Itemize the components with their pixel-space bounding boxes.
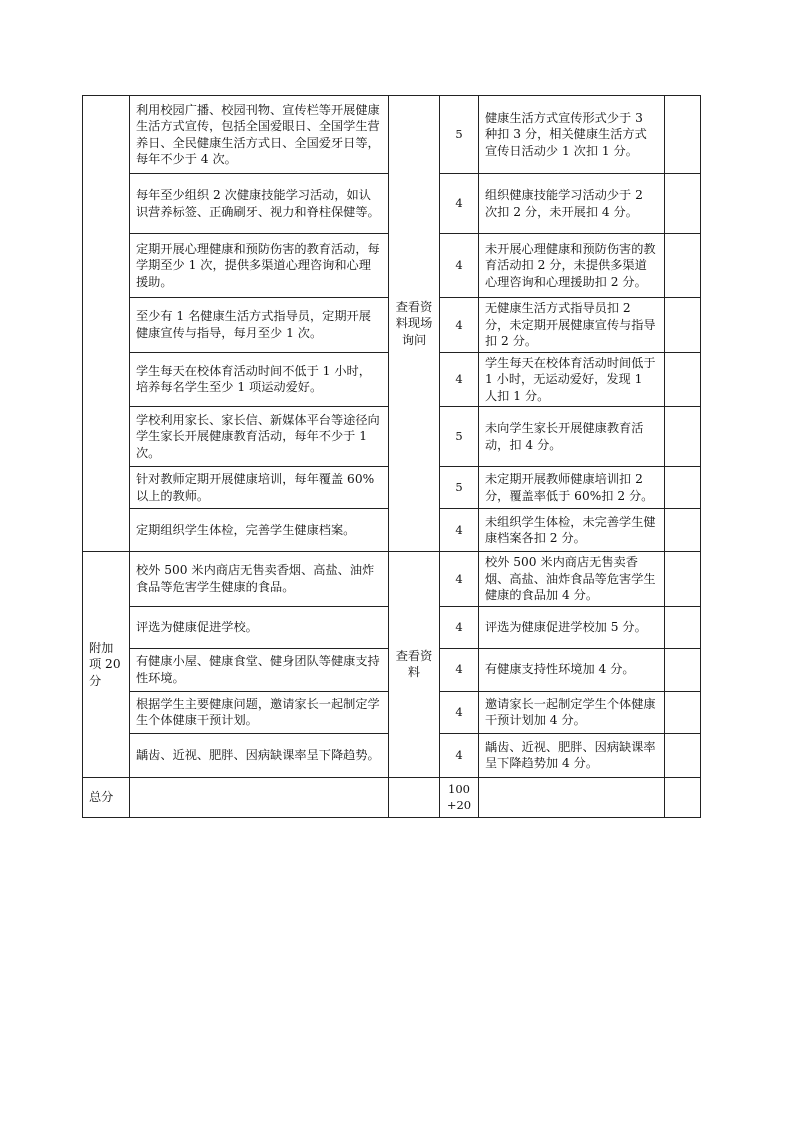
remark-cell bbox=[665, 509, 701, 552]
total-criteria-cell bbox=[479, 777, 665, 817]
criteria-cell: 未组织学生体检，未完善学生健康档案各扣 2 分。 bbox=[479, 509, 665, 552]
score-cell: 4 bbox=[440, 606, 479, 648]
criteria-cell: 有健康支持性环境加 4 分。 bbox=[479, 648, 665, 691]
remark-cell bbox=[665, 467, 701, 509]
item-cell: 每年至少组织 2 次健康技能学习活动，如认识营养标签、正确刷牙、视力和脊柱保健等。 bbox=[130, 174, 389, 234]
score-cell: 4 bbox=[440, 733, 479, 777]
method-cell: 查看资料现场询问 bbox=[389, 96, 440, 552]
criteria-cell: 组织健康技能学习活动少于 2 次扣 2 分，未开展扣 4 分。 bbox=[479, 174, 665, 234]
scoring-table bbox=[82, 95, 701, 818]
score-cell: 4 bbox=[440, 691, 479, 733]
score-cell: 5 bbox=[440, 467, 479, 509]
item-cell: 评选为健康促进学校。 bbox=[130, 606, 389, 648]
item-cell: 针对教师定期开展健康培训，每年覆盖 60%以上的教师。 bbox=[130, 467, 389, 509]
total-label: 总分 bbox=[83, 777, 130, 817]
remark-cell bbox=[665, 96, 701, 174]
remark-cell bbox=[665, 234, 701, 298]
remark-cell bbox=[665, 733, 701, 777]
remark-cell bbox=[665, 777, 701, 817]
total-score-line2: +20 bbox=[446, 798, 472, 812]
criteria-cell: 学生每天在校体育活动时间低于 1 小时，无运动爱好，发现 1 人扣 1 分。 bbox=[479, 352, 665, 407]
total-method-cell bbox=[389, 777, 440, 817]
remark-cell bbox=[665, 552, 701, 607]
remark-cell bbox=[665, 174, 701, 234]
item-cell: 学校利用家长、家长信、新媒体平台等途径向学生家长开展健康教育活动，每年不少于 1 次。 bbox=[130, 407, 389, 467]
criteria-cell: 未定期开展教师健康培训扣 2 分，覆盖率低于 60%扣 2 分。 bbox=[479, 467, 665, 509]
score-cell: 4 bbox=[440, 298, 479, 353]
remark-cell bbox=[665, 691, 701, 733]
criteria-cell: 龋齿、近视、肥胖、因病缺课率呈下降趋势加 4 分。 bbox=[479, 733, 665, 777]
item-cell: 至少有 1 名健康生活方式指导员，定期开展健康宣传与指导，每月至少 1 次。 bbox=[130, 298, 389, 353]
remark-cell bbox=[665, 648, 701, 691]
score-cell: 5 bbox=[440, 96, 479, 174]
item-cell: 有健康小屋、健康食堂、健身团队等健康支持性环境。 bbox=[130, 648, 389, 691]
criteria-cell: 未向学生家长开展健康教育活动，扣 4 分。 bbox=[479, 407, 665, 467]
criteria-cell: 无健康生活方式指导员扣 2 分，未定期开展健康宣传与指导扣 2 分。 bbox=[479, 298, 665, 353]
score-cell: 4 bbox=[440, 234, 479, 298]
total-score-line1: 100 bbox=[448, 781, 470, 796]
item-cell: 龋齿、近视、肥胖、因病缺课率呈下降趋势。 bbox=[130, 733, 389, 777]
total-row bbox=[83, 777, 701, 817]
score-cell: 5 bbox=[440, 407, 479, 467]
table-row bbox=[83, 96, 701, 174]
item-cell: 定期开展心理健康和预防伤害的教育活动，每学期至少 1 次，提供多渠道心理咨询和心理援助。 bbox=[130, 234, 389, 298]
criteria-cell: 健康生活方式宣传形式少于 3 种扣 3 分，相关健康生活方式宣传日活动少 1 次扣 1 分。 bbox=[479, 96, 665, 174]
item-cell: 利用校园广播、校园刊物、宣传栏等开展健康生活方式宣传，包括全国爱眼日、全国学生营养日、全民健康生活方式日、全国爱牙日等，每年不少于 4 次。 bbox=[130, 96, 389, 174]
item-cell: 学生每天在校体育活动时间不低于 1 小时，培养每名学生至少 1 项运动爱好。 bbox=[130, 352, 389, 407]
score-cell: 4 bbox=[440, 352, 479, 407]
total-score bbox=[440, 777, 479, 817]
category-cell-blank bbox=[83, 96, 130, 552]
remark-cell bbox=[665, 298, 701, 353]
addon-method-cell: 查看资料 bbox=[389, 552, 440, 778]
addon-category-cell: 附加项 20 分 bbox=[83, 552, 130, 778]
criteria-cell: 评选为健康促进学校加 5 分。 bbox=[479, 606, 665, 648]
criteria-cell: 邀请家长一起制定学生个体健康干预计划加 4 分。 bbox=[479, 691, 665, 733]
remark-cell bbox=[665, 352, 701, 407]
criteria-cell: 校外 500 米内商店无售卖香烟、高盐、油炸食品等危害学生健康的食品加 4 分。 bbox=[479, 552, 665, 607]
item-cell: 根据学生主要健康问题，邀请家长一起制定学生个体健康干预计划。 bbox=[130, 691, 389, 733]
score-cell: 4 bbox=[440, 552, 479, 607]
remark-cell bbox=[665, 606, 701, 648]
criteria-cell: 未开展心理健康和预防伤害的教育活动扣 2 分，未提供多渠道心理咨询和心理援助扣 2 分。 bbox=[479, 234, 665, 298]
score-cell: 4 bbox=[440, 648, 479, 691]
item-cell: 定期组织学生体检，完善学生健康档案。 bbox=[130, 509, 389, 552]
total-item-cell bbox=[130, 777, 389, 817]
score-cell: 4 bbox=[440, 509, 479, 552]
score-cell: 4 bbox=[440, 174, 479, 234]
remark-cell bbox=[665, 407, 701, 467]
item-cell: 校外 500 米内商店无售卖香烟、高盐、油炸食品等危害学生健康的食品。 bbox=[130, 552, 389, 607]
table-row bbox=[83, 552, 701, 607]
